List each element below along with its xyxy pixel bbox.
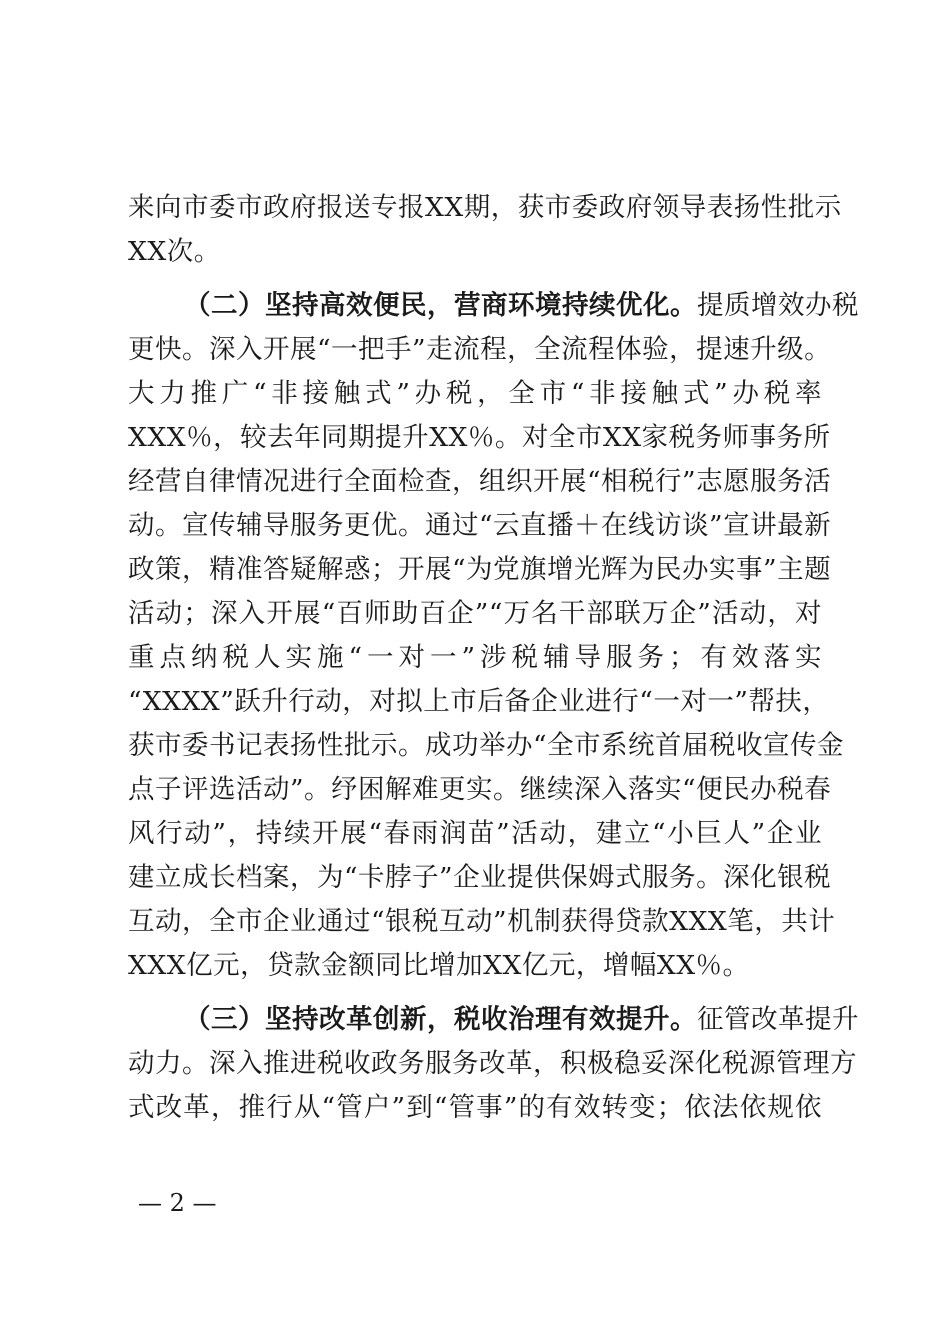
text-line: 经营自律情况进行全面检查，组织开展“相税行”志愿服务活 — [128, 466, 832, 497]
text-line: “XXXX”跃升行动，对拟上市后备企业进行“一对一”帮扶， — [128, 686, 830, 717]
text-line: XX次。 — [128, 236, 221, 267]
text-line: 来向市委市政府报送专报XX期，获市委政府领导表扬性批示 — [128, 192, 842, 223]
text-run: 征管改革提升 — [697, 1004, 859, 1035]
page-number: — 2 — — [138, 1189, 217, 1217]
body-text — [128, 186, 859, 1130]
text-line: 建立成长档案，为“卡脖子”企业提供保姆式服务。深化银税 — [128, 862, 832, 893]
section-heading: （三）坚持改革创新，税收治理有效提升。 — [184, 1004, 697, 1035]
text-line: 动力。深入推进税收政务服务改革，积极稳妥深化税源管理方 — [128, 1048, 857, 1079]
text-line: 式改革，推行从“管户”到“管事”的有效转变；依法依规依 — [128, 1092, 822, 1123]
text-line: XXX％，较去年同期提升XX％。对全市XX家税务师事务所 — [128, 422, 831, 453]
text-line: XXX亿元，贷款金额同比增加XX亿元，增幅XX％。 — [128, 950, 750, 981]
text-line: 政策，精准答疑解惑；开展“为党旗增光辉为民办实事”主题 — [128, 554, 832, 585]
text-line: 更快。深入开展“一把手”走流程，全流程体验，提速升级。 — [128, 334, 832, 365]
section-heading: （二）坚持高效便民，营商环境持续优化。 — [184, 290, 697, 321]
text-line: 动。宣传辅导服务更优。通过“云直播＋在线访谈”宣讲最新 — [128, 510, 832, 541]
text-line: 风行动”，持续开展“春雨润苗”活动，建立“小巨人”企业 — [128, 818, 822, 849]
text-line: 活动；深入开展“百师助百企”“万名干部联万企”活动，对 — [128, 598, 822, 629]
paragraph-gap — [128, 274, 822, 284]
text-line: 点子评选活动”。纾困解难更实。继续深入落实“便民办税春 — [128, 774, 832, 805]
paragraph-first-line — [128, 284, 859, 328]
text-line: 重点纳税人实施“一对一”涉税辅导服务；有效落实 — [128, 642, 822, 673]
paragraph-first-line — [128, 998, 859, 1042]
text-line: 获市委书记表扬性批示。成功举办“全市系统首届税收宣传金 — [128, 730, 845, 761]
text-run: 提质增效办税 — [697, 290, 859, 321]
text-line: 大力推广“非接触式”办税，全市“非接触式”办税率 — [128, 378, 822, 409]
text-line: 互动，全市企业通过“银税互动”机制获得贷款XXX笔，共计 — [128, 906, 836, 937]
paragraph-gap — [128, 988, 822, 998]
